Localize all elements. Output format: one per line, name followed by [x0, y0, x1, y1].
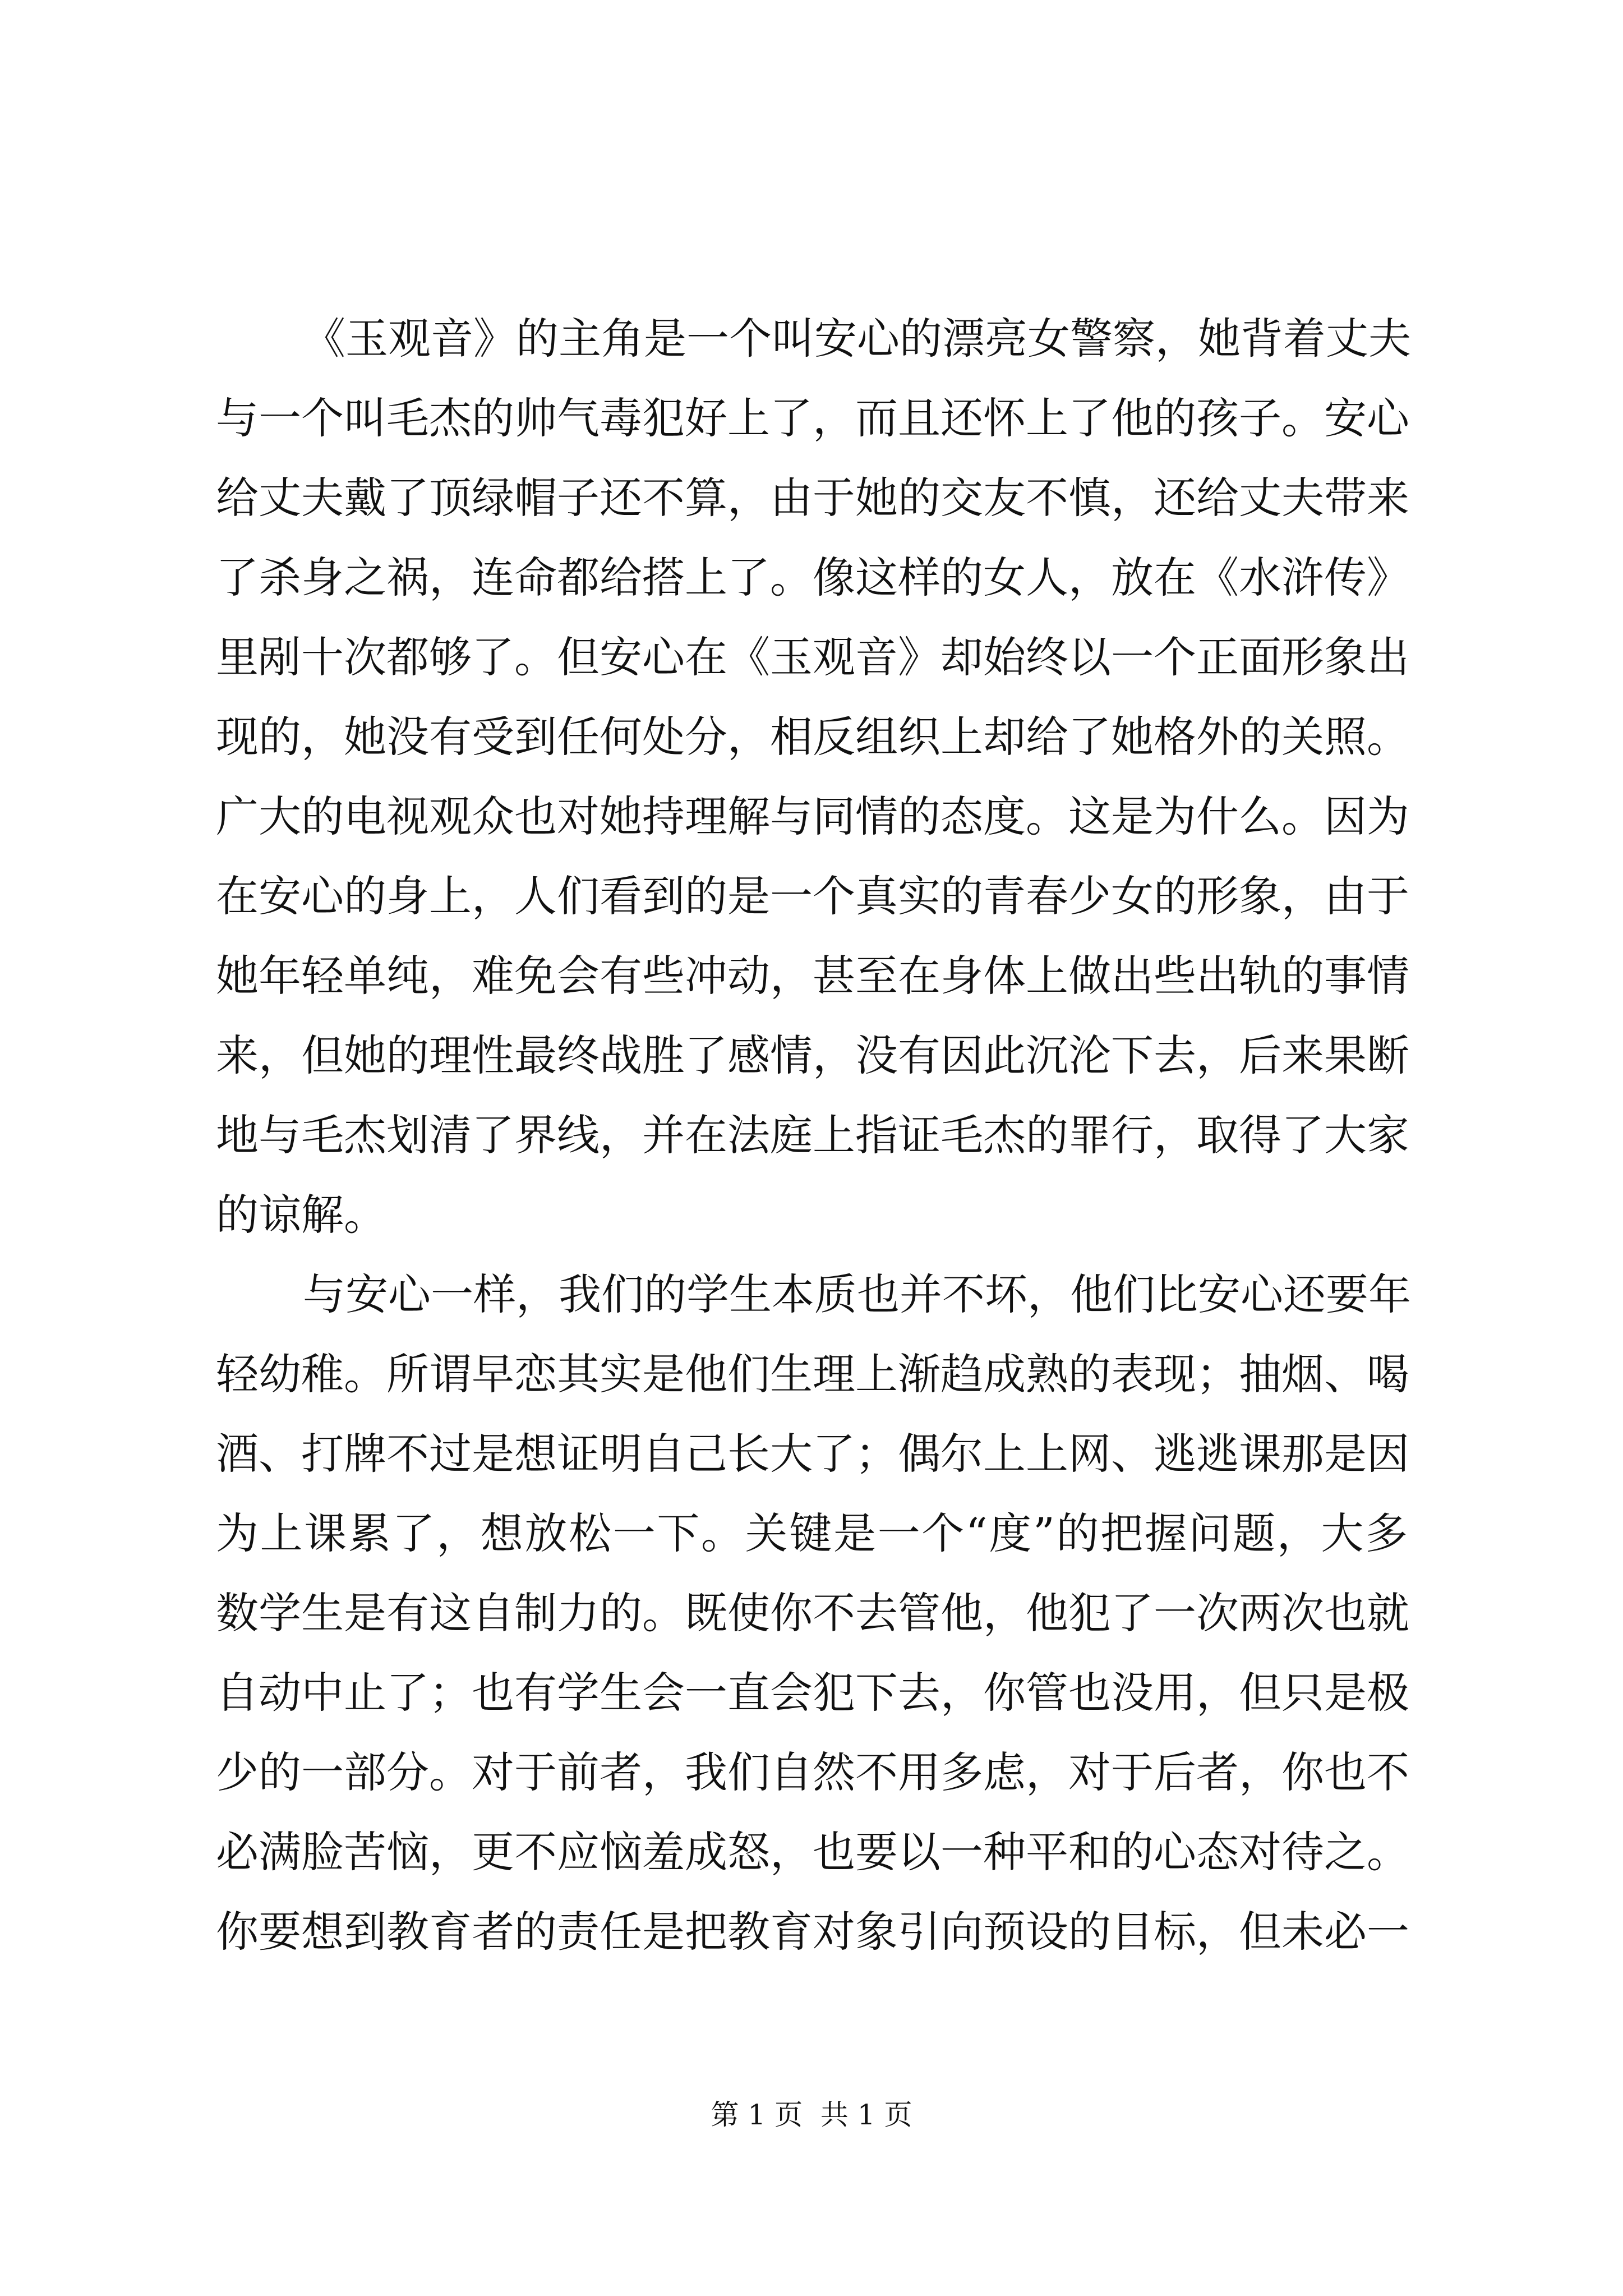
paragraph-2-line-2: 轻幼稚。所谓早恋其实是他们生理上渐趋成熟的表现；抽烟、喝: [216, 1349, 1409, 1399]
paragraph-2-line-4: 为上课累了，想放松一下。关键是一个“度”的把握问题，大多: [216, 1508, 1408, 1558]
paragraph-1-line-11: 地与毛杰划清了界线，并在法庭上指证毛杰的罪行，取得了大家: [216, 1110, 1409, 1160]
paragraph-1-line-9: 她年轻单纯，难免会有些冲动，甚至在身体上做出些出轨的事情: [216, 951, 1409, 1001]
paragraph-2-line-3: 酒、打牌不过是想证明自己长大了；偶尔上上网、逃逃课那是因: [216, 1429, 1409, 1479]
paragraph-1-line-10: 来，但她的理性最终战胜了感情，没有因此沉沦下去，后来果断: [216, 1030, 1409, 1080]
paragraph-1-line-2: 与一个叫毛杰的帅气毒犯好上了，而且还怀上了他的孩子。安心: [216, 393, 1409, 443]
paragraph-1-line-5: 里剐十次都够了。但安心在《玉观音》却始终以一个正面形象出: [216, 632, 1409, 682]
paragraph-2-line-9: 你要想到教育者的责任是把教育对象引向预设的目标，但未必一: [216, 1907, 1409, 1957]
paragraph-1-line-12: 的谅解。: [216, 1190, 386, 1240]
paragraph-2-line-7: 少的一部分。对于前者，我们自然不用多虑，对于后者，你也不: [216, 1747, 1409, 1797]
paragraph-1-line-7: 广大的电视观众也对她持理解与同情的态度。这是为什么。因为: [216, 792, 1409, 841]
paragraph-1-line-8: 在安心的身上，人们看到的是一个真实的青春少女的形象，由于: [216, 871, 1409, 921]
paragraph-1-line-6: 现的，她没有受到任何处分，相反组织上却给了她格外的关照。: [216, 712, 1409, 762]
paragraph-2-line-8: 必满脸苦恼，更不应恼羞成怒，也要以一种平和的心态对待之。: [216, 1827, 1409, 1877]
paragraph-2-line-6: 自动中止了；也有学生会一直会犯下去，你管也没用，但只是极: [216, 1668, 1409, 1718]
paragraph-1-line-1: 《玉观音》的主角是一个叫安心的漂亮女警察，她背着丈夫: [303, 314, 1411, 364]
paragraph-2-line-5: 数学生是有这自制力的。既使你不去管他，他犯了一次两次也就: [216, 1588, 1409, 1638]
paragraph-1-line-3: 给丈夫戴了顶绿帽子还不算，由于她的交友不慎，还给丈夫带来: [216, 473, 1409, 523]
page-number-footer: 第 1 页 共 1 页: [711, 2099, 912, 2131]
paragraph-1-line-4: 了杀身之祸，连命都给搭上了。像这样的女人，放在《水浒传》: [216, 553, 1409, 602]
paragraph-2-line-1: 与安心一样，我们的学生本质也并不坏，他们比安心还要年: [303, 1269, 1411, 1319]
